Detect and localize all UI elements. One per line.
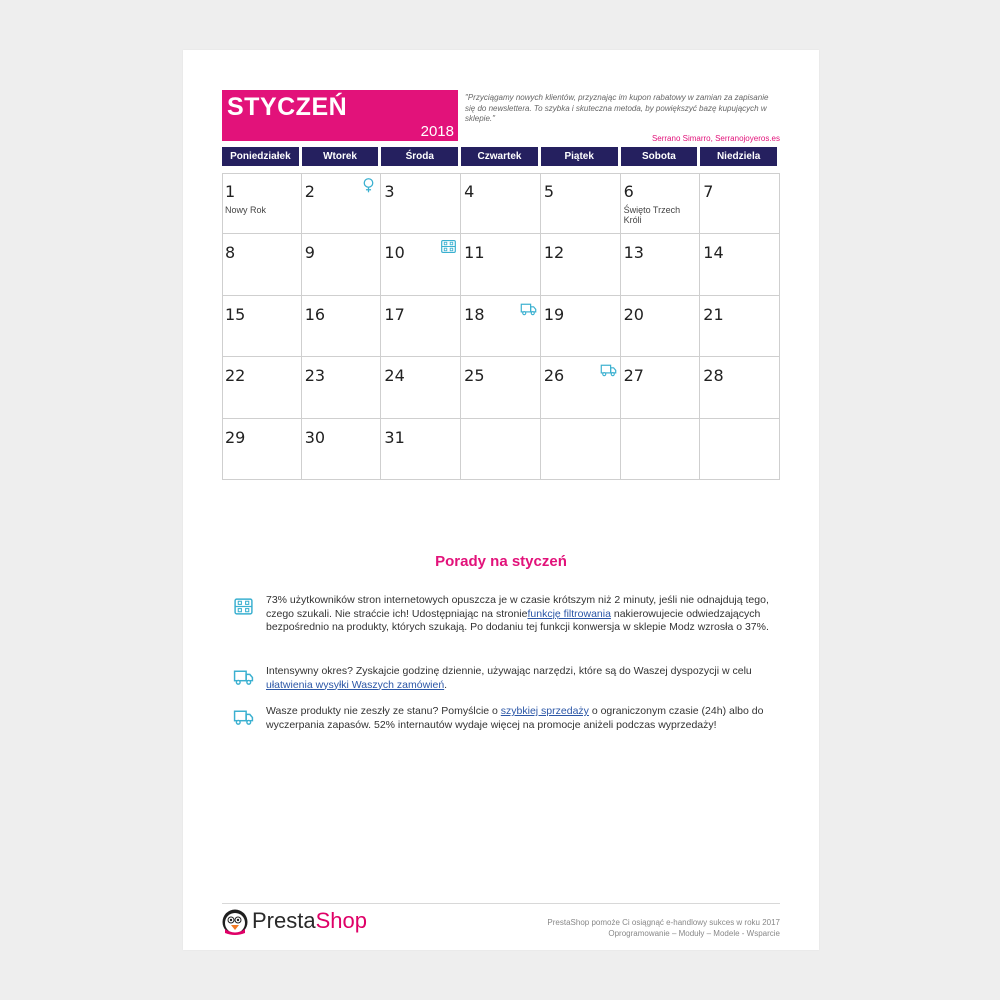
calendar-day-cell bbox=[621, 234, 701, 295]
calendar-day-cell bbox=[461, 296, 541, 357]
calendar-day-cell bbox=[302, 234, 382, 295]
day-number: 11 bbox=[464, 243, 485, 263]
weekday-label: Niedziela bbox=[700, 147, 777, 166]
day-number: 23 bbox=[304, 366, 326, 386]
calendar-day-cell bbox=[461, 357, 541, 418]
calendar-day-cell bbox=[700, 173, 780, 234]
tip-text-after: o ograniczonym czasie (24h) albo do wyczerpania zapasów. 52% internautów wydaje więcej na promocje aniżeli podczas wyprzedaży! bbox=[266, 705, 764, 731]
weekday-label: Wtorek bbox=[302, 147, 379, 166]
calendar-day-cell bbox=[302, 296, 382, 357]
calendar-day-cell bbox=[700, 234, 780, 295]
holiday-note: Nowy Rok bbox=[225, 205, 267, 215]
prestashop-logo bbox=[222, 906, 392, 938]
footer-divider bbox=[222, 903, 780, 904]
tip-text bbox=[266, 594, 781, 635]
tip-item bbox=[233, 705, 783, 759]
calendar-grid bbox=[222, 173, 780, 480]
puffin-logo-icon bbox=[222, 909, 248, 935]
day-number: 20 bbox=[623, 304, 644, 324]
calendar-day-cell bbox=[381, 357, 461, 418]
day-number: 29 bbox=[225, 427, 246, 447]
calendar-day-cell bbox=[302, 357, 382, 418]
tip-text-before: Intensywny okres? Zyskajcie godzinę dziennie, używając narzędzi, które są do Waszej dyspozycji w celu bbox=[266, 665, 752, 677]
day-number: 12 bbox=[543, 243, 565, 263]
day-number: 15 bbox=[225, 304, 246, 324]
calendar-day-cell bbox=[381, 234, 461, 295]
footer-info bbox=[547, 917, 780, 939]
calendar-day-cell bbox=[381, 296, 461, 357]
tip-text-before: 73% użytkowników stron internetowych opuszcza je w czasie krótszym niż 2 minuty, jeśli nie odnajdują tego, czego szukali. Nie straćcie ich! Udostępniając na stronie bbox=[266, 594, 769, 620]
lightbulb-icon bbox=[360, 177, 377, 194]
calendar-day-cell bbox=[621, 419, 701, 480]
footer-line-2: Oprogramowanie – Moduły – Modele - Wsparcie bbox=[608, 929, 780, 938]
day-number: 4 bbox=[464, 182, 475, 201]
calendar-day-cell bbox=[621, 296, 701, 357]
calendar-day-cell bbox=[381, 419, 461, 480]
tips-title: Porady na styczeń bbox=[435, 553, 567, 570]
tip-item bbox=[233, 594, 783, 648]
calendar-day-cell bbox=[222, 296, 302, 357]
calendar-day-cell bbox=[541, 296, 621, 357]
day-number: 28 bbox=[703, 366, 724, 386]
weekday-label: Środa bbox=[381, 147, 458, 166]
day-number: 8 bbox=[225, 243, 236, 263]
day-number: 9 bbox=[304, 243, 315, 263]
calendar-day-cell bbox=[700, 419, 780, 480]
calendar-day-cell bbox=[222, 234, 302, 295]
weekday-label: Poniedziałek bbox=[222, 147, 299, 166]
calendar-day-cell bbox=[222, 419, 302, 480]
day-number: 13 bbox=[623, 243, 644, 263]
day-number: 17 bbox=[384, 304, 405, 324]
calendar-day-cell bbox=[541, 173, 621, 234]
day-number: 27 bbox=[623, 366, 644, 386]
tip-text-after: nakierowujecie odwiedzających bezpośrednio na produkty, których szukają. Po dodaniu tej funkcji konwersja w sklepie Modz wzrosła o 37%. bbox=[266, 607, 769, 633]
day-number: 31 bbox=[384, 427, 405, 447]
day-number: 25 bbox=[464, 366, 485, 386]
filter-card-icon bbox=[233, 596, 254, 617]
month-title: STYCZEŃ bbox=[227, 93, 348, 121]
calendar-day-cell bbox=[621, 173, 701, 234]
calendar-day-cell bbox=[461, 419, 541, 480]
calendar-day-cell bbox=[302, 173, 382, 234]
calendar-day-cell bbox=[381, 173, 461, 234]
delivery-truck-icon bbox=[600, 361, 617, 378]
calendar-day-cell bbox=[461, 234, 541, 295]
delivery-truck-icon bbox=[233, 706, 254, 727]
tip-text bbox=[266, 665, 781, 692]
delivery-truck-icon bbox=[233, 666, 254, 687]
calendar-day-cell bbox=[541, 357, 621, 418]
calendar-day-cell bbox=[700, 296, 780, 357]
calendar-day-cell bbox=[541, 234, 621, 295]
calendar-day-cell bbox=[222, 173, 302, 234]
quote-author: Serrano Simarro, Serranojoyeros.es bbox=[651, 134, 780, 143]
day-number: 14 bbox=[703, 243, 724, 263]
testimonial-quote: "Przyciągamy nowych klientów, przyznając im kupon rabatowy w zamian za zapisanie się do newslettera. To szybka i skuteczna metoda, by powiększyć bazę kupujących w sklepie." bbox=[465, 93, 769, 123]
day-number: 18 bbox=[464, 304, 485, 324]
year-label: 2018 bbox=[420, 123, 454, 140]
calendar-day-cell bbox=[222, 357, 302, 418]
day-number: 30 bbox=[304, 427, 326, 447]
day-number: 21 bbox=[703, 304, 724, 324]
tip-link[interactable]: funkcję filtrowania bbox=[527, 607, 611, 620]
tip-link[interactable]: szybkiej sprzedaży bbox=[500, 705, 589, 717]
calendar-day-cell bbox=[302, 419, 382, 480]
day-number: 26 bbox=[543, 366, 565, 386]
day-number: 3 bbox=[384, 182, 395, 201]
day-number: 19 bbox=[543, 304, 565, 324]
day-number: 7 bbox=[703, 182, 714, 201]
weekday-label: Piątek bbox=[541, 147, 618, 166]
calendar-day-cell bbox=[541, 419, 621, 480]
day-number: 10 bbox=[384, 243, 405, 263]
day-number: 16 bbox=[304, 304, 326, 324]
weekday-label: Sobota bbox=[621, 147, 698, 166]
logo-text-presta: Presta bbox=[252, 908, 316, 933]
day-number: 2 bbox=[304, 182, 315, 201]
day-number: 5 bbox=[543, 182, 555, 201]
tip-text-before: Wasze produkty nie zeszły ze stanu? Pomyślcie o bbox=[266, 705, 501, 717]
footer-line-1: PrestaShop pomoże Ci osiągnąć e-handlowy sukces w roku 2017 bbox=[547, 918, 780, 927]
filter-card-icon bbox=[440, 238, 457, 255]
tip-text bbox=[266, 705, 781, 732]
delivery-truck-icon bbox=[520, 300, 537, 317]
logo-text-shop: Shop bbox=[315, 908, 367, 933]
holiday-note: Święto Trzech Króli bbox=[623, 205, 681, 225]
day-number: 22 bbox=[225, 366, 246, 386]
day-number: 24 bbox=[384, 366, 405, 386]
calendar-day-cell bbox=[621, 357, 701, 418]
calendar-day-cell bbox=[461, 173, 541, 234]
day-number: 6 bbox=[623, 182, 634, 201]
day-number: 1 bbox=[225, 182, 236, 201]
weekday-header bbox=[222, 147, 780, 166]
tip-text-after: . bbox=[444, 678, 448, 691]
month-title-block bbox=[222, 90, 458, 141]
tip-link[interactable]: ułatwienia wysyłki Waszych zamówień bbox=[266, 678, 445, 691]
calendar-day-cell bbox=[700, 357, 780, 418]
weekday-label: Czwartek bbox=[461, 147, 538, 166]
